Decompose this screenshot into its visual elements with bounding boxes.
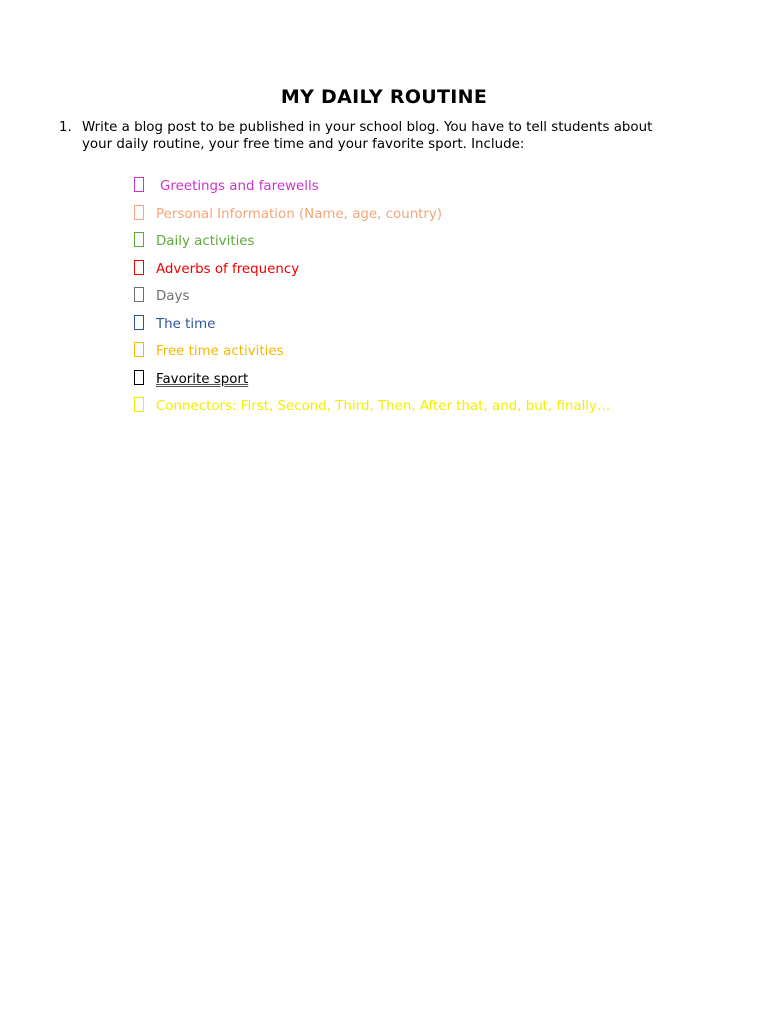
- checkbox-icon: [134, 177, 144, 192]
- page-title: MY DAILY ROUTINE: [280, 86, 488, 108]
- checkbox-icon: [134, 260, 144, 275]
- instruction-text: Write a blog post to be published in your school blog. You have to tell students about your daily routine, your free time and your favorite sport. Include:: [82, 120, 653, 152]
- checklist-item-label: Free time activities: [156, 344, 284, 359]
- checkbox-icon: [134, 315, 144, 330]
- checklist-item-personal-information: [133, 201, 610, 229]
- checklist: [133, 173, 610, 421]
- checklist-item-connectors: [133, 393, 610, 421]
- instruction-number: 1.: [59, 120, 72, 135]
- checklist-item-adverbs: [133, 256, 610, 284]
- checklist-item-label: Daily activities: [156, 234, 255, 249]
- checklist-item-label: Connectors: First, Second, Third, Then, After that, and, but, finally…: [156, 399, 611, 414]
- checklist-item-label: Days: [156, 289, 190, 304]
- checklist-item-label: The time: [156, 316, 216, 332]
- checklist-item-days: [133, 283, 610, 311]
- checklist-item-label: Personal Information (Name, age, country): [156, 206, 443, 222]
- checklist-item-daily-activities: [133, 228, 610, 256]
- checkbox-icon: [134, 287, 144, 302]
- checklist-item-free-time: [133, 338, 610, 366]
- checklist-item-label: Greetings and farewells: [160, 179, 319, 194]
- checklist-item-time: [133, 311, 610, 339]
- checklist-item-label: Favorite sport: [156, 371, 249, 387]
- checklist-item-label: Adverbs of frequency: [156, 261, 300, 277]
- checklist-item-favorite-sport: [133, 366, 610, 394]
- checkbox-icon: [134, 370, 144, 385]
- checkbox-icon: [134, 232, 144, 247]
- checklist-item-greetings: [133, 173, 610, 201]
- instruction-paragraph: [59, 119, 679, 153]
- checkbox-icon: [134, 397, 144, 412]
- checkbox-icon: [134, 205, 144, 220]
- checkbox-icon: [134, 342, 144, 357]
